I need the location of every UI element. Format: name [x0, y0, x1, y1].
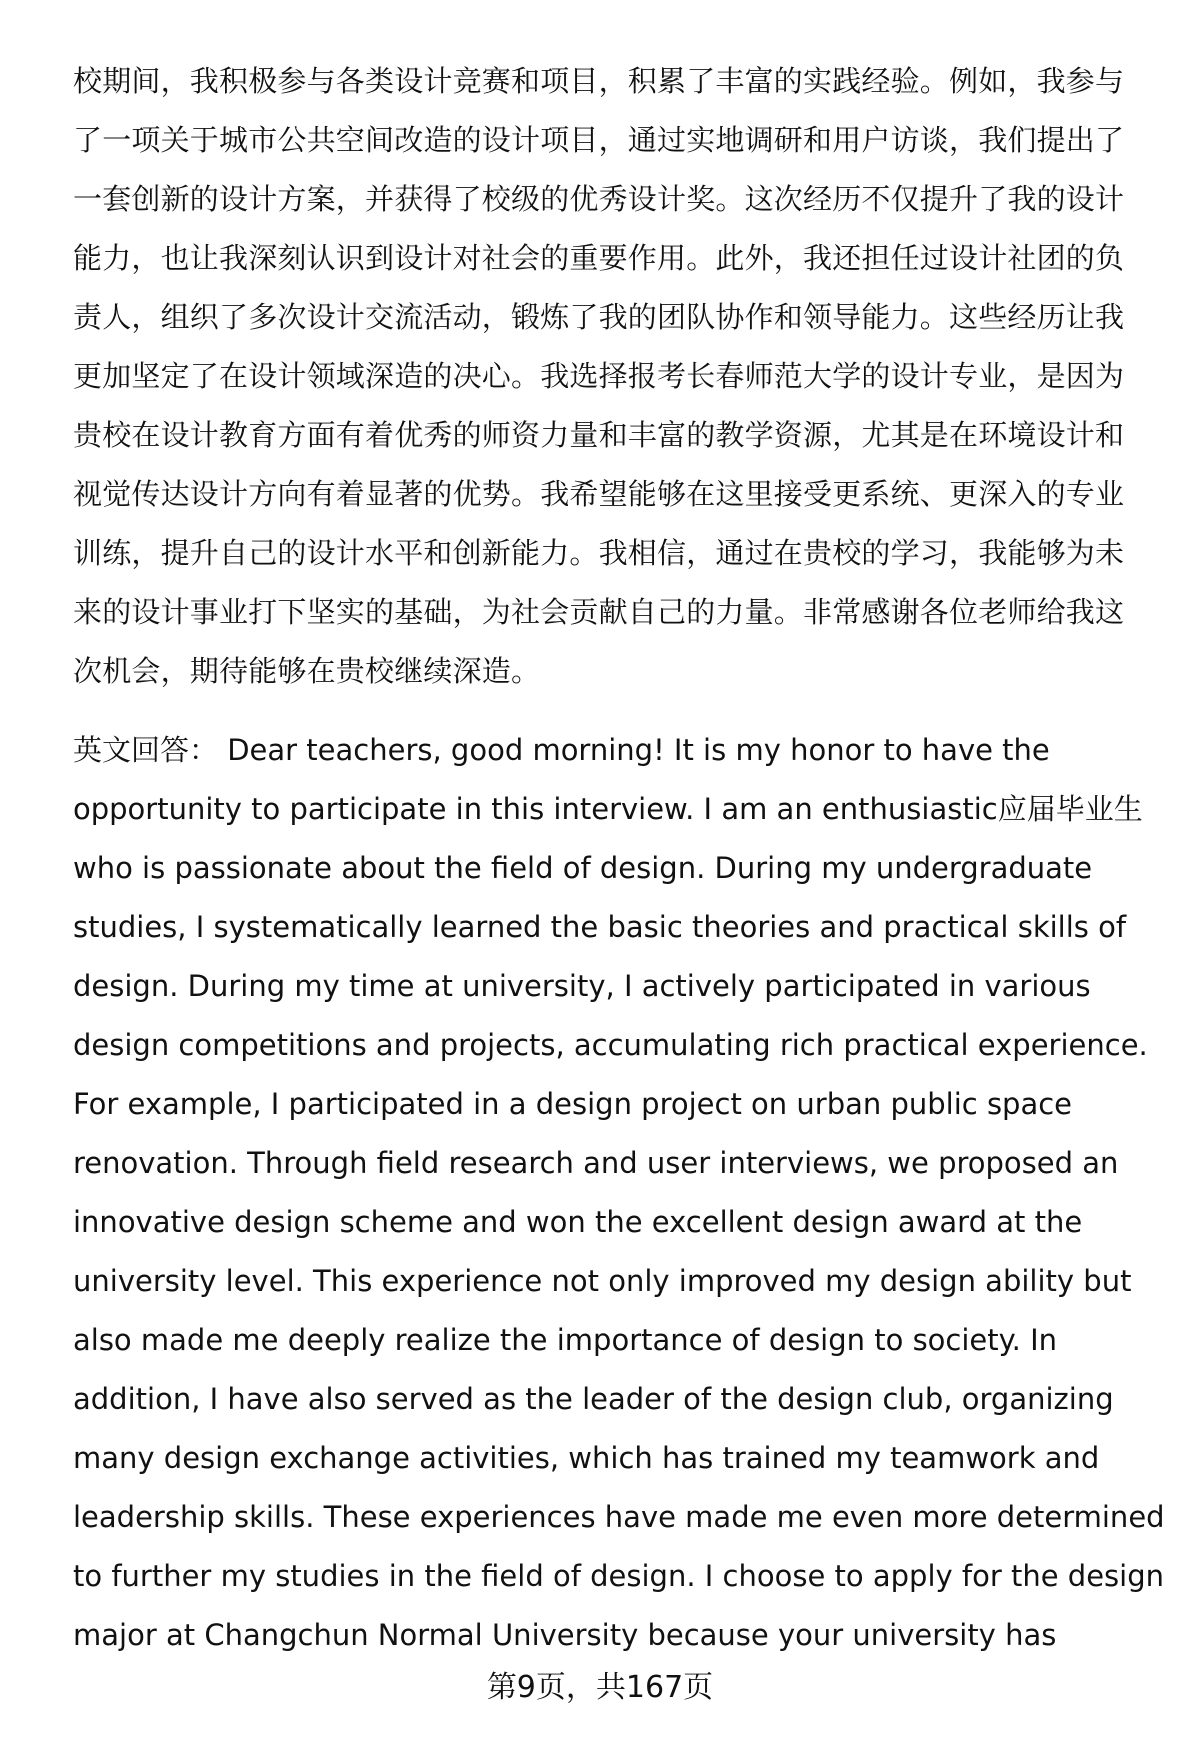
text-line: design. During my time at university, I actively participated in various: [73, 969, 1091, 1003]
text-line: 英文回答： Dear teachers, good morning! It is my honor to have the: [73, 733, 1050, 767]
text-line: studies, I systematically learned the basic theories and practical skills of: [73, 910, 1127, 944]
text-line: many design exchange activities, which has trained my teamwork and: [73, 1441, 1100, 1475]
text-line: 校期间，我积极参与各类设计竞赛和项目，积累了丰富的实践经验。例如，我参与: [73, 64, 1125, 98]
text-line: design competitions and projects, accumulating rich practical experience.: [73, 1028, 1148, 1062]
text-line: 能力，也让我深刻认识到设计对社会的重要作用。此外，我还担任过设计社团的负: [73, 241, 1125, 275]
text-line: leadership skills. These experiences have made me even more determined: [73, 1500, 1165, 1534]
text-line: opportunity to participate in this interview. I am an enthusiastic应届毕业生: [73, 792, 1143, 826]
text-line: 更加坚定了在设计领域深造的决心。我选择报考长春师范大学的设计专业，是因为: [73, 359, 1125, 393]
text-line: major at Changchun Normal University because your university has: [73, 1618, 1057, 1652]
text-line: 责人，组织了多次设计交流活动，锻炼了我的团队协作和领导能力。这些经历让我: [73, 300, 1125, 334]
text-line: 训练，提升自己的设计水平和创新能力。我相信，通过在贵校的学习，我能够为未: [73, 536, 1125, 570]
text-line: 视觉传达设计方向有着显著的优势。我希望能够在这里接受更系统、更深入的专业: [73, 477, 1125, 511]
text-line: to further my studies in the field of design. I choose to apply for the design: [73, 1559, 1164, 1593]
text-line: who is passionate about the field of design. During my undergraduate: [73, 851, 1093, 885]
text-line: university level. This experience not only improved my design ability but: [73, 1264, 1132, 1298]
text-line: 了一项关于城市公共空间改造的设计项目，通过实地调研和用户访谈，我们提出了: [73, 123, 1125, 157]
text-line: also made me deeply realize the importance of design to society. In: [73, 1323, 1058, 1357]
text-line: 一套创新的设计方案，并获得了校级的优秀设计奖。这次经历不仅提升了我的设计: [73, 182, 1125, 216]
chinese-paragraph: [73, 52, 1143, 701]
text-line: renovation. Through field research and user interviews, we proposed an: [73, 1146, 1119, 1180]
text-line: 来的设计事业打下坚实的基础，为社会贡献自己的力量。非常感谢各位老师给我这: [73, 595, 1125, 629]
text-line: addition, I have also served as the leader of the design club, organizing: [73, 1382, 1114, 1416]
page-content: [73, 52, 1165, 1665]
text-line: 次机会，期待能够在贵校继续深造。: [73, 654, 541, 688]
page-number-footer: 第9页，共167页: [486, 1670, 714, 1705]
text-line: innovative design scheme and won the excellent design award at the: [73, 1205, 1083, 1239]
english-paragraph: [73, 721, 1165, 1665]
text-line: For example, I participated in a design project on urban public space: [73, 1087, 1073, 1121]
paragraph-gap: [73, 701, 1143, 721]
text-line: 贵校在设计教育方面有着优秀的师资力量和丰富的教学资源，尤其是在环境设计和: [73, 418, 1125, 452]
